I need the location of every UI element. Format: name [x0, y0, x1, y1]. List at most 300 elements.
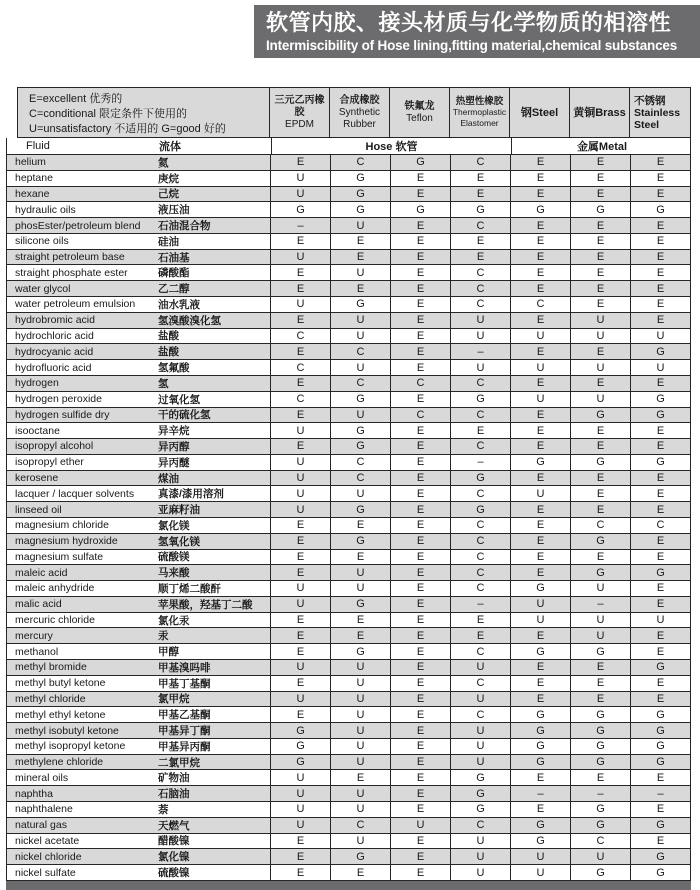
rating-cell-stainless-steel: E: [630, 187, 690, 202]
rating-cell-steel: E: [510, 692, 570, 707]
fluid-name-en: naphthalene: [15, 803, 73, 816]
rating-cell-brass: E: [570, 660, 630, 675]
rating-cell-brass: E: [570, 502, 630, 517]
rating-cell-epdm: G: [270, 202, 330, 217]
rating-cell-stainless-steel: U: [630, 329, 690, 344]
rating-cell-brass: E: [570, 423, 630, 438]
rating-cell-epdm: E: [270, 565, 330, 580]
fluid-name-en: methyl isobutyl ketone: [15, 724, 119, 737]
fluid-name-zh: 矿物油: [158, 772, 190, 785]
rating-cell-brass: G: [570, 534, 630, 549]
legend-line-unsatisfactory-good: U=unsatisfactory 不适用的 G=good 好的: [29, 123, 226, 135]
header-left-gap: [6, 87, 17, 138]
table-row: [7, 644, 690, 660]
rating-cell-steel: G: [510, 739, 570, 754]
table-row: [7, 234, 690, 250]
rating-cell-brass: E: [570, 676, 630, 691]
rating-cell-epdm: U: [270, 802, 330, 817]
rating-cell-thermoplastic-elastomer: –: [450, 344, 510, 359]
fluid-cell: [7, 486, 270, 501]
fluid-cell: [7, 344, 270, 359]
rating-cell-thermoplastic-elastomer: –: [450, 597, 510, 612]
rating-cell-stainless-steel: E: [630, 581, 690, 596]
rating-cell-epdm: G: [270, 755, 330, 770]
rating-cell-brass: E: [570, 281, 630, 296]
fluid-name-en: malic acid: [15, 598, 62, 611]
rating-cell-brass: G: [570, 408, 630, 423]
rating-cell-stainless-steel: U: [630, 360, 690, 375]
fluid-name-en: isopropyl alcohol: [15, 440, 94, 453]
fluid-cell: [7, 502, 270, 517]
rating-cell-teflon: E: [390, 676, 450, 691]
rating-cell-epdm: E: [270, 550, 330, 565]
rating-cell-brass: –: [570, 597, 630, 612]
rating-cell-teflon: U: [390, 818, 450, 833]
table-subheader-row: [6, 138, 691, 155]
rating-cell-synthetic-rubber: E: [330, 281, 390, 296]
table-body: [6, 155, 691, 881]
rating-cell-synthetic-rubber: U: [330, 834, 390, 849]
rating-cell-steel: E: [510, 502, 570, 517]
fluid-cell: [7, 613, 270, 628]
fluid-name-zh: 己烷: [158, 188, 179, 201]
rating-cell-stainless-steel: E: [630, 297, 690, 312]
rating-cell-brass: U: [570, 581, 630, 596]
rating-cell-stainless-steel: E: [630, 802, 690, 817]
material-column-header: [270, 87, 330, 138]
fluid-cell: [7, 534, 270, 549]
table-row: [7, 455, 690, 471]
material-column-header-line: Steel: [634, 118, 660, 131]
rating-cell-steel: E: [510, 534, 570, 549]
rating-cell-steel: C: [510, 297, 570, 312]
fluid-cell: [7, 676, 270, 691]
rating-cell-teflon: E: [390, 423, 450, 438]
fluid-name-zh: 异丙醇: [158, 440, 190, 453]
fluid-name-en: silicone oils: [15, 235, 69, 248]
rating-cell-teflon: E: [390, 218, 450, 233]
rating-cell-brass: E: [570, 471, 630, 486]
rating-cell-thermoplastic-elastomer: C: [450, 281, 510, 296]
fluid-name-zh: 盐酸: [158, 330, 179, 343]
rating-cell-synthetic-rubber: U: [330, 660, 390, 675]
rating-cell-teflon: E: [390, 865, 450, 880]
table-row: [7, 818, 690, 834]
fluid-name-zh: 甲基丁基酮: [158, 677, 211, 690]
fluid-name-en: nickel sulfate: [15, 866, 76, 879]
rating-cell-steel: U: [510, 613, 570, 628]
material-column-header: [630, 87, 691, 138]
rating-cell-teflon: E: [390, 613, 450, 628]
fluid-name-zh: 氢氟酸: [158, 362, 190, 375]
material-column-header: [390, 87, 450, 138]
fluid-cell: [7, 265, 270, 280]
rating-cell-steel: G: [510, 723, 570, 738]
rating-cell-stainless-steel: E: [630, 676, 690, 691]
rating-cell-epdm: U: [270, 486, 330, 501]
material-column-header-line: Rubber: [343, 118, 376, 130]
rating-cell-epdm: E: [270, 849, 330, 864]
fluid-cell: [7, 376, 270, 391]
fluid-name-zh: 醋酸镍: [158, 835, 190, 848]
material-column-header-line: Teflon: [406, 112, 433, 124]
rating-cell-stainless-steel: E: [630, 471, 690, 486]
rating-cell-teflon: E: [390, 802, 450, 817]
rating-cell-synthetic-rubber: U: [330, 786, 390, 801]
rating-cell-teflon: E: [390, 660, 450, 675]
rating-cell-epdm: C: [270, 360, 330, 375]
rating-cell-brass: U: [570, 849, 630, 864]
fluid-cell: [7, 802, 270, 817]
rating-cell-synthetic-rubber: G: [330, 502, 390, 517]
rating-cell-synthetic-rubber: C: [330, 376, 390, 391]
rating-cell-epdm: E: [270, 265, 330, 280]
table-row: [7, 534, 690, 550]
rating-cell-teflon: E: [390, 518, 450, 533]
rating-cell-epdm: E: [270, 628, 330, 643]
table-row: [7, 565, 690, 581]
rating-cell-synthetic-rubber: E: [330, 250, 390, 265]
rating-cell-stainless-steel: E: [630, 218, 690, 233]
fluid-name-zh: 石油混合物: [158, 220, 211, 233]
rating-cell-brass: E: [570, 171, 630, 186]
rating-cell-steel: E: [510, 187, 570, 202]
rating-cell-brass: G: [570, 202, 630, 217]
table-row: [7, 723, 690, 739]
legend-line-conditional: C=conditional 限定条件下使用的: [29, 108, 188, 120]
rating-cell-stainless-steel: C: [630, 518, 690, 533]
table-row: [7, 250, 690, 266]
rating-cell-steel: E: [510, 676, 570, 691]
rating-cell-teflon: E: [390, 471, 450, 486]
fluid-cell: [7, 834, 270, 849]
rating-cell-synthetic-rubber: G: [330, 644, 390, 659]
fluid-name-zh: 油水乳液: [158, 298, 200, 311]
rating-cell-epdm: E: [270, 518, 330, 533]
fluid-name-en: phosEster/petroleum blend: [15, 219, 141, 232]
rating-cell-synthetic-rubber: G: [330, 171, 390, 186]
rating-cell-teflon: E: [390, 834, 450, 849]
rating-cell-brass: G: [570, 739, 630, 754]
rating-cell-brass: E: [570, 550, 630, 565]
fluid-name-en: mercuric chloride: [15, 614, 95, 627]
rating-cell-synthetic-rubber: G: [330, 423, 390, 438]
rating-cell-teflon: G: [390, 155, 450, 170]
rating-cell-steel: E: [510, 234, 570, 249]
rating-cell-teflon: E: [390, 707, 450, 722]
rating-cell-thermoplastic-elastomer: U: [450, 755, 510, 770]
rating-cell-synthetic-rubber: U: [330, 218, 390, 233]
rating-cell-synthetic-rubber: C: [330, 455, 390, 470]
fluid-label-zh: 流体: [159, 141, 181, 153]
rating-cell-brass: G: [570, 755, 630, 770]
rating-cell-thermoplastic-elastomer: C: [450, 297, 510, 312]
rating-cell-synthetic-rubber: U: [330, 739, 390, 754]
rating-cell-epdm: U: [270, 187, 330, 202]
rating-cell-steel: G: [510, 455, 570, 470]
rating-cell-synthetic-rubber: G: [330, 202, 390, 217]
material-column-header-line: 黄铜Brass: [573, 106, 626, 119]
rating-cell-stainless-steel: G: [630, 723, 690, 738]
rating-cell-teflon: C: [390, 408, 450, 423]
fluid-name-zh: 甲基溴吗啡: [158, 661, 211, 674]
rating-cell-teflon: E: [390, 692, 450, 707]
rating-cell-synthetic-rubber: U: [330, 723, 390, 738]
rating-cell-epdm: E: [270, 376, 330, 391]
rating-cell-synthetic-rubber: C: [330, 344, 390, 359]
rating-cell-synthetic-rubber: U: [330, 755, 390, 770]
rating-cell-brass: E: [570, 297, 630, 312]
rating-cell-thermoplastic-elastomer: E: [450, 171, 510, 186]
rating-cell-steel: E: [510, 218, 570, 233]
rating-cell-thermoplastic-elastomer: G: [450, 471, 510, 486]
rating-cell-thermoplastic-elastomer: E: [450, 613, 510, 628]
rating-cell-brass: E: [570, 234, 630, 249]
rating-cell-teflon: C: [390, 376, 450, 391]
fluid-cell: [7, 550, 270, 565]
rating-cell-stainless-steel: E: [630, 281, 690, 296]
rating-cell-brass: E: [570, 770, 630, 785]
rating-cell-thermoplastic-elastomer: E: [450, 234, 510, 249]
legend-box: [17, 87, 270, 138]
rating-cell-teflon: E: [390, 455, 450, 470]
rating-cell-thermoplastic-elastomer: U: [450, 723, 510, 738]
rating-cell-teflon: E: [390, 534, 450, 549]
fluid-name-zh: 硫酸镍: [158, 867, 190, 880]
rating-cell-thermoplastic-elastomer: C: [450, 644, 510, 659]
fluid-cell: [7, 297, 270, 312]
rating-cell-thermoplastic-elastomer: G: [450, 202, 510, 217]
rating-cell-synthetic-rubber: E: [330, 613, 390, 628]
rating-cell-stainless-steel: G: [630, 660, 690, 675]
fluid-cell: [7, 439, 270, 454]
rating-cell-teflon: E: [390, 581, 450, 596]
rating-cell-teflon: E: [390, 439, 450, 454]
material-column-header: [510, 87, 570, 138]
rating-cell-thermoplastic-elastomer: C: [450, 707, 510, 722]
rating-cell-thermoplastic-elastomer: E: [450, 187, 510, 202]
rating-cell-brass: E: [570, 155, 630, 170]
rating-cell-thermoplastic-elastomer: E: [450, 423, 510, 438]
fluid-cell: [7, 692, 270, 707]
rating-cell-thermoplastic-elastomer: U: [450, 360, 510, 375]
fluid-cell: [7, 471, 270, 486]
table-row: [7, 344, 690, 360]
rating-cell-steel: –: [510, 786, 570, 801]
rating-cell-stainless-steel: G: [630, 818, 690, 833]
fluid-name-en: hydrogen sulfide dry: [15, 408, 110, 421]
rating-cell-steel: E: [510, 660, 570, 675]
rating-cell-steel: E: [510, 313, 570, 328]
fluid-name-en: hydrogen: [15, 377, 59, 390]
rating-cell-thermoplastic-elastomer: C: [450, 565, 510, 580]
fluid-cell: [7, 581, 270, 596]
rating-cell-brass: E: [570, 692, 630, 707]
rating-cell-brass: G: [570, 455, 630, 470]
fluid-cell: [7, 518, 270, 533]
rating-cell-teflon: E: [390, 171, 450, 186]
table-row: [7, 171, 690, 187]
rating-cell-thermoplastic-elastomer: C: [450, 676, 510, 691]
table-row: [7, 471, 690, 487]
fluid-cell: [7, 660, 270, 675]
table-row: [7, 313, 690, 329]
rating-cell-teflon: E: [390, 786, 450, 801]
table-row: [7, 376, 690, 392]
rating-cell-teflon: E: [390, 723, 450, 738]
table-row: [7, 265, 690, 281]
rating-cell-stainless-steel: G: [630, 392, 690, 407]
rating-cell-stainless-steel: E: [630, 155, 690, 170]
rating-cell-synthetic-rubber: U: [330, 692, 390, 707]
rating-cell-stainless-steel: E: [630, 439, 690, 454]
rating-cell-brass: U: [570, 628, 630, 643]
fluid-name-zh: 过氧化氢: [158, 393, 200, 406]
table-row: [7, 360, 690, 376]
rating-cell-thermoplastic-elastomer: G: [450, 770, 510, 785]
rating-cell-thermoplastic-elastomer: C: [450, 818, 510, 833]
rating-cell-stainless-steel: E: [630, 376, 690, 391]
fluid-cell: [7, 202, 270, 217]
rating-cell-teflon: E: [390, 628, 450, 643]
fluid-name-zh: 异丙醚: [158, 456, 190, 469]
fluid-name-en: lacquer / lacquer solvents: [15, 487, 135, 500]
fluid-name-zh: 石脑油: [158, 788, 190, 801]
rating-cell-thermoplastic-elastomer: C: [450, 439, 510, 454]
rating-cell-epdm: U: [270, 471, 330, 486]
rating-cell-synthetic-rubber: G: [330, 392, 390, 407]
fluid-name-zh: 氯甲烷: [158, 693, 190, 706]
rating-cell-steel: U: [510, 392, 570, 407]
fluid-name-zh: 亚麻籽油: [158, 504, 200, 517]
fluid-name-en: natural gas: [15, 819, 67, 832]
fluid-cell: [7, 786, 270, 801]
fluid-name-zh: 二氯甲烷: [158, 756, 200, 769]
rating-cell-teflon: E: [390, 597, 450, 612]
rating-cell-brass: E: [570, 218, 630, 233]
fluid-name-zh: 液压油: [158, 204, 190, 217]
rating-cell-epdm: E: [270, 707, 330, 722]
fluid-name-en: methyl isopropyl ketone: [15, 740, 126, 753]
rating-cell-brass: G: [570, 707, 630, 722]
table-row: [7, 581, 690, 597]
fluid-cell: [7, 849, 270, 864]
rating-cell-thermoplastic-elastomer: C: [450, 408, 510, 423]
rating-cell-steel: E: [510, 770, 570, 785]
fluid-name-en: hexane: [15, 187, 50, 200]
rating-cell-steel: G: [510, 755, 570, 770]
rating-cell-thermoplastic-elastomer: U: [450, 834, 510, 849]
rating-cell-steel: G: [510, 202, 570, 217]
rating-cell-epdm: E: [270, 644, 330, 659]
rating-cell-stainless-steel: E: [630, 502, 690, 517]
fluid-name-en: magnesium chloride: [15, 519, 109, 532]
rating-cell-brass: E: [570, 376, 630, 391]
fluid-name-zh: 氢: [158, 377, 169, 390]
table-row: [7, 187, 690, 203]
rating-cell-brass: G: [570, 723, 630, 738]
fluid-name-zh: 硫酸镁: [158, 551, 190, 564]
rating-cell-epdm: E: [270, 281, 330, 296]
rating-cell-epdm: U: [270, 171, 330, 186]
table-row: [7, 550, 690, 566]
rating-cell-brass: U: [570, 392, 630, 407]
fluid-name-zh: 石油基: [158, 251, 190, 264]
rating-cell-teflon: E: [390, 265, 450, 280]
fluid-name-zh: 甲基乙基酮: [158, 709, 211, 722]
subheader-hose-group: Hose 软管: [271, 138, 511, 154]
rating-cell-synthetic-rubber: C: [330, 155, 390, 170]
rating-cell-teflon: E: [390, 486, 450, 501]
rating-cell-synthetic-rubber: U: [330, 676, 390, 691]
table-row: [7, 692, 690, 708]
fluid-cell: [7, 155, 270, 170]
rating-cell-brass: G: [570, 865, 630, 880]
rating-cell-brass: E: [570, 250, 630, 265]
rating-cell-stainless-steel: E: [630, 628, 690, 643]
fluid-label-en: Fluid: [26, 140, 50, 152]
title-english: Intermiscibility of Hose lining,fitting material,chemical substances: [266, 38, 678, 53]
rating-cell-synthetic-rubber: E: [330, 865, 390, 880]
material-column-header-line: 不锈钢: [634, 94, 666, 107]
table-header-row: [6, 87, 691, 138]
fluid-name-zh: 真漆/漆用溶剂: [158, 488, 224, 501]
rating-cell-teflon: E: [390, 502, 450, 517]
rating-cell-synthetic-rubber: G: [330, 849, 390, 864]
fluid-name-zh: 甲醇: [158, 646, 179, 659]
rating-cell-steel: E: [510, 265, 570, 280]
rating-cell-epdm: U: [270, 297, 330, 312]
table-row: [7, 408, 690, 424]
rating-cell-teflon: E: [390, 770, 450, 785]
table-row: [7, 786, 690, 802]
material-column-header-line: Synthetic: [338, 106, 381, 118]
table-row: [7, 281, 690, 297]
rating-cell-stainless-steel: G: [630, 707, 690, 722]
rating-cell-teflon: E: [390, 849, 450, 864]
rating-cell-steel: E: [510, 171, 570, 186]
rating-cell-stainless-steel: G: [630, 344, 690, 359]
rating-cell-epdm: U: [270, 581, 330, 596]
rating-cell-thermoplastic-elastomer: U: [450, 660, 510, 675]
table-row: [7, 613, 690, 629]
rating-cell-epdm: E: [270, 439, 330, 454]
fluid-name-en: methanol: [15, 645, 59, 658]
rating-cell-stainless-steel: G: [630, 865, 690, 880]
fluid-name-en: hydrochloric acid: [15, 329, 94, 342]
rating-cell-stainless-steel: –: [630, 786, 690, 801]
table-row: [7, 849, 690, 865]
table-row: [7, 834, 690, 850]
fluid-cell: [7, 707, 270, 722]
table-row: [7, 660, 690, 676]
bottom-bar: [6, 881, 691, 890]
fluid-name-zh: 汞: [158, 630, 169, 643]
rating-cell-teflon: E: [390, 297, 450, 312]
fluid-cell: [7, 250, 270, 265]
rating-cell-brass: E: [570, 439, 630, 454]
rating-cell-steel: E: [510, 376, 570, 391]
table-row: [7, 392, 690, 408]
fluid-name-en: isopropyl ether: [15, 456, 84, 469]
rating-cell-epdm: E: [270, 234, 330, 249]
material-column-header: [330, 87, 390, 138]
fluid-name-en: straight petroleum base: [15, 251, 125, 264]
rating-cell-teflon: E: [390, 644, 450, 659]
rating-cell-teflon: G: [390, 202, 450, 217]
rating-cell-synthetic-rubber: U: [330, 408, 390, 423]
fluid-name-en: mercury: [15, 629, 53, 642]
